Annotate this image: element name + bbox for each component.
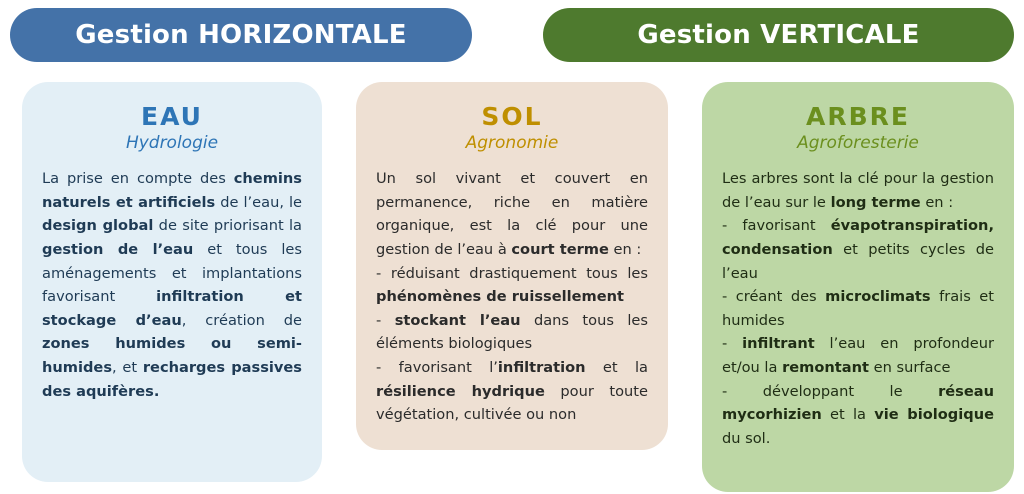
header-pill-verticale-label: Gestion VERTICALE	[637, 20, 920, 50]
card-sol-subtitle: Agronomie	[465, 133, 559, 153]
card-arbre-title: ARBRE	[806, 102, 910, 131]
card-sol-title: SOL	[481, 102, 543, 131]
card-sol-body: Un sol vivant et couvert en permanence, riche en matière organique, est la clé pour une gestion de l’eau à court terme en : - réduisant drastiquement tous les phénomènes de ruissellement - stockant l’eau dans tous les éléments biologiques - favorisant l’infiltration et la résilience hydrique pour toute végétation, cultivée ou non	[376, 170, 648, 424]
card-sol	[356, 82, 668, 450]
card-eau-subtitle: Hydrologie	[125, 133, 219, 153]
header-pill-gestion-horizontale	[10, 8, 472, 62]
card-eau-title: EAU	[141, 102, 203, 131]
card-eau	[22, 82, 322, 482]
card-arbre-body: Les arbres sont la clé pour la gestion de l’eau sur le long terme en : - favorisant évapotranspiration, condensation et petits cycles de l’eau - créant des microclimats frais et humides - infiltrant l’eau en profondeur et/ou la remontant en surface - développant le réseau mycorhizien et la vie biologique du sol.	[722, 170, 995, 448]
header-pill-horizontale-label: Gestion HORIZONTALE	[75, 20, 407, 50]
card-eau-body: La prise en compte des chemins naturels et artificiels de l’eau, le design global de site priorisant la gestion de l’eau et tous les aménagements et implantations favorisant infiltration et stockage d’eau, création de zones humides ou semi-humides, et recharges passives des aquifères.	[42, 170, 302, 400]
header-pill-gestion-verticale	[543, 8, 1014, 62]
card-arbre-subtitle: Agroforesterie	[797, 133, 919, 153]
card-arbre	[702, 82, 1014, 492]
